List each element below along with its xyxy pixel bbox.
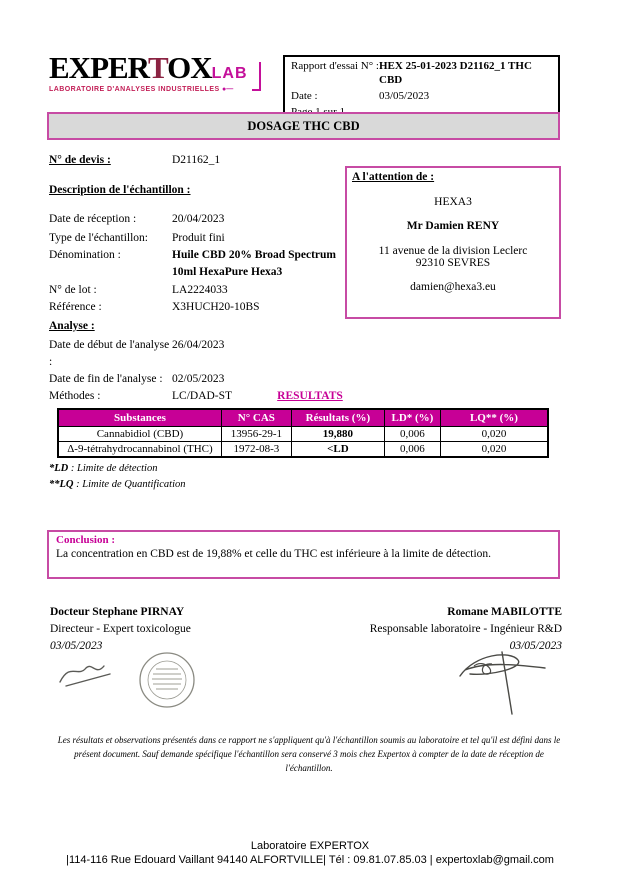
cell-lq: 0,020 [440,442,548,458]
document-title-banner [47,112,560,140]
field-label: Date de début de l'analyse : [49,339,170,368]
results-heading: RESULTATS [277,390,343,402]
field-value: LA2224033 [172,284,228,296]
footer-address-contact: |114-116 Rue Edouard Vaillant 94140 ALFORTVILLE| Tél : 09.81.07.85.03 | expertoxlab@gmail.com [66,854,554,866]
logo-wordmark [49,52,279,83]
disclaimer-text: Les résultats et observations présentés dans ce rapport ne s'appliquent qu'à l'échantillon soumis au laboratoire et tel qu'il est défini dans le présent document. Sauf demande spécifique l'échantillon sera conservé 3 mois chez Expertox à compter de la date de réception de l'échantillon. [57,735,561,773]
report-number-row [285,58,558,88]
field-row-reference [49,299,349,316]
logo-part-ox: OX [167,50,212,85]
column-header-lq: LQ** (%) [440,409,548,427]
cell-substance: Cannabidiol (CBD) [58,427,221,442]
field-value: X3HUCH20-10BS [172,301,260,313]
column-header-cas: N° CAS [221,409,291,427]
results-table [57,408,549,458]
client-contact-name: Mr Damien RENY [406,220,500,232]
cell-result: <LD [291,442,384,458]
field-row-analysis-start [49,337,369,371]
field-row-reception [49,211,349,228]
devis-value: D21162_1 [172,154,221,166]
attention-box [345,166,561,319]
cell-lq: 0,020 [440,427,548,442]
client-address-line2: 92310 SEVRES [415,257,491,269]
footnote-lq: **LQ : Limite de Quantification [49,479,186,490]
signature-right-icon [440,646,560,718]
description-fields [49,211,349,316]
logo-tagline: LABORATOIRE D'ANALYSES INDUSTRIELLES ●— [49,86,234,93]
field-label: Date de fin de l'analyse : [49,373,163,385]
column-header-ld: LD* (%) [384,409,440,427]
expertox-logo [49,52,279,93]
field-value: 26/04/2023 [172,339,225,351]
logo-dot-dash-icon: ●— [222,86,234,93]
field-value: Produit fini [172,232,225,244]
signatory-role: Directeur - Expert toxicologue [50,623,191,635]
table-footnotes [49,461,186,493]
table-row [58,442,548,458]
field-row-type [49,230,349,247]
conclusion-text: La concentration en CBD est de 19,88% et celle du THC est inférieure à la limite de détection. [56,548,492,560]
logo-part-lab: LAB [211,65,248,82]
devis-row [49,152,220,169]
cell-ld: 0,006 [384,442,440,458]
attention-heading: A l'attention de : [352,171,435,183]
signatory-left [50,604,191,655]
logo-part-exper: EXPER [49,50,148,85]
field-value: 20/04/2023 [172,213,225,225]
devis-label: N° de devis : [49,154,111,166]
column-header-substances: Substances [58,409,221,427]
report-date-label: Date : [291,90,318,102]
cell-substance: Δ-9-tétrahydrocannabinol (THC) [58,442,221,458]
analyse-heading: Analyse : [49,320,95,332]
cell-cas: 13956-29-1 [221,427,291,442]
signatory-name: Romane MABILOTTE [447,606,562,618]
field-label: Référence : [49,301,102,313]
field-row-analysis-end [49,371,369,388]
results-table-header-row [58,409,548,427]
document-title: DOSAGE THC CBD [247,118,360,133]
report-number-label: Rapport d'essai N° : [291,60,379,72]
report-date-row [285,88,558,104]
field-row-denomination [49,247,349,281]
field-label: Type de l'échantillon: [49,232,148,244]
cell-cas: 1972-08-3 [221,442,291,458]
client-email: damien@hexa3.eu [410,281,496,293]
signatory-role: Responsable laboratoire - Ingénieur R&D [369,623,562,635]
footer-lab-name: Laboratoire EXPERTOX [250,840,370,852]
field-value: Huile CBD 20% Broad Spectrum 10ml HexaPure Hexa3 [172,249,336,278]
description-heading: Description de l'échantillon : [49,184,191,196]
conclusion-heading: Conclusion : [56,534,115,546]
footnote-ld: *LD : Limite de détection [49,463,158,474]
field-value: 02/05/2023 [172,373,225,385]
signature-left-icon [52,650,202,712]
field-label: Dénomination : [49,249,121,261]
conclusion-box [47,530,560,579]
cell-result: 19,880 [291,427,384,442]
column-header-results: Résultats (%) [291,409,384,427]
report-number-value: HEX 25-01-2023 D21162_1 THC CBD [379,60,532,86]
table-row [58,427,548,442]
field-value: LC/DAD-ST [172,390,233,402]
logo-bracket-decoration [252,62,261,91]
signatory-name: Docteur Stephane PIRNAY [50,606,185,618]
page-footer [0,839,620,867]
field-label: Méthodes : [49,390,101,402]
field-label: N° de lot : [49,284,97,296]
cell-ld: 0,006 [384,427,440,442]
client-company: HEXA3 [434,196,472,208]
report-date-value: 03/05/2023 [379,90,430,102]
field-row-lot [49,282,349,299]
logo-testtube-t-icon: T [147,50,168,85]
field-label: Date de réception : [49,213,137,225]
client-address-line1: 11 avenue de la division Leclerc [378,245,528,257]
signatory-date: 03/05/2023 [50,640,103,652]
signatory-date: 03/05/2023 [509,640,562,652]
